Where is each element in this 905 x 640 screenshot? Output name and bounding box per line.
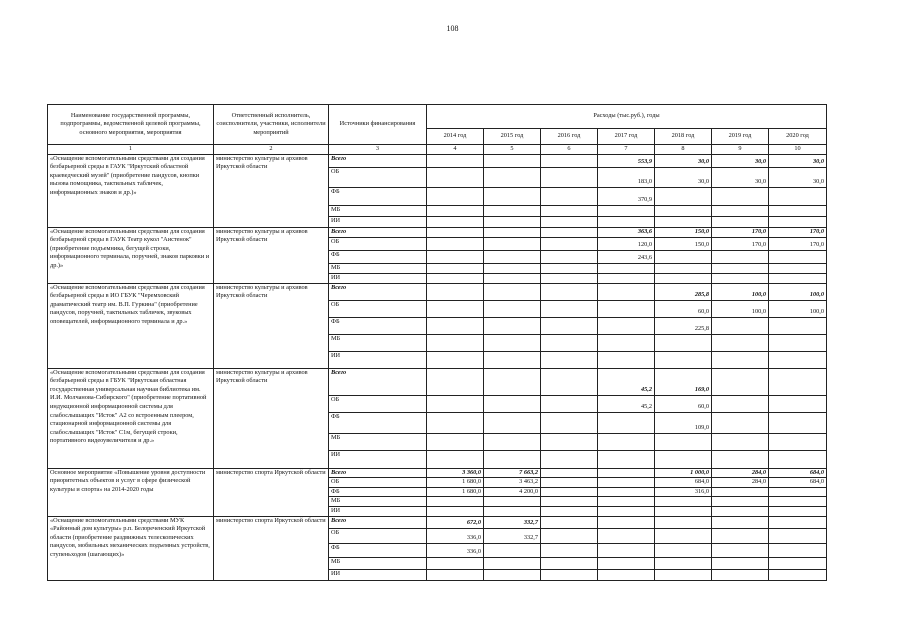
amount-cell [427, 283, 484, 300]
amount-cell [655, 506, 712, 516]
header-year: 2020 год [769, 129, 827, 145]
amount-cell: 100,0 [769, 283, 827, 300]
amount-cell: 284,0 [712, 478, 769, 488]
amount-cell [712, 487, 769, 497]
amount-cell: 553,9 [598, 154, 655, 167]
measure-name: «Оснащение вспомогательными средствами для создания безбарьерной среды в ГБУК "Иркутская областная государственная универсальная научная библиотека им. И.И. Молчанова-Сибирского" (приобретение портативной индукционной информационной системы для слабослышащих "Исток" А2 со встроенным плеером, стационарной информационной системы для слабослышащих "Исток" С1м, бегущей строки, портативного видеоувеличителя и др.» [48, 368, 214, 468]
funding-source: Всего [329, 154, 427, 167]
amount-cell [427, 368, 484, 395]
amount-cell [541, 283, 598, 300]
funding-source: ФБ [329, 487, 427, 497]
amount-cell [484, 263, 541, 273]
header-year: 2014 год [427, 129, 484, 145]
amount-cell [769, 569, 827, 580]
amount-cell: 363,6 [598, 227, 655, 237]
funding-source: ИИ [329, 450, 427, 468]
amount-cell [598, 569, 655, 580]
amount-cell [655, 543, 712, 557]
amount-cell [484, 216, 541, 227]
measure-name: Основное мероприятие «Повышение уровня доступности приоритетных объектов и услуг в сфере физической культуры и спорта» на 2014-2020 годы [48, 468, 214, 516]
funding-source: Всего [329, 468, 427, 478]
amount-cell [712, 506, 769, 516]
funding-source: Всего [329, 227, 427, 237]
amount-cell: 100,0 [712, 283, 769, 300]
amount-cell [541, 334, 598, 351]
amount-cell [427, 205, 484, 216]
amount-cell [541, 543, 598, 557]
measure-executor: министерство культуры и архивов Иркутской области [214, 227, 329, 283]
funding-source: ФБ [329, 412, 427, 433]
amount-cell [598, 478, 655, 488]
amount-cell [484, 334, 541, 351]
amount-cell [655, 187, 712, 205]
table-row [48, 283, 827, 300]
amount-cell [484, 317, 541, 334]
amount-cell [484, 300, 541, 317]
measure-executor: министерство культуры и архивов Иркутской области [214, 368, 329, 468]
funding-source: МБ [329, 557, 427, 569]
amount-cell: 7 663,2 [484, 468, 541, 478]
header-year: 2018 год [655, 129, 712, 145]
amount-cell: 316,0 [655, 487, 712, 497]
budget-table [47, 104, 827, 581]
amount-cell [712, 543, 769, 557]
amount-cell [427, 334, 484, 351]
amount-cell [484, 227, 541, 237]
amount-cell [769, 395, 827, 412]
page-number: 108 [446, 24, 459, 33]
amount-cell [712, 395, 769, 412]
amount-cell [769, 250, 827, 263]
column-number: 2 [214, 145, 329, 155]
funding-source: ИИ [329, 506, 427, 516]
amount-cell [427, 167, 484, 187]
amount-cell [484, 250, 541, 263]
amount-cell [484, 154, 541, 167]
amount-cell [484, 450, 541, 468]
amount-cell [427, 237, 484, 250]
amount-cell: 30,0 [655, 167, 712, 187]
measure-name: «Оснащение вспомогательными средствами для создания безбарьерной среды в ГАУК Театр кукол "Аистенок"(приобретение подъемника, бегущей строки, информационного терминала, поручней, знаков парковки и др.)» [48, 227, 214, 283]
column-number: 1 [48, 145, 214, 155]
amount-cell [484, 433, 541, 450]
amount-cell [598, 450, 655, 468]
measure-executor: министерство культуры и архивов Иркутской области [214, 283, 329, 368]
funding-source: Всего [329, 516, 427, 528]
amount-cell: 672,0 [427, 516, 484, 528]
amount-cell [655, 557, 712, 569]
amount-cell [655, 433, 712, 450]
amount-cell: 336,0 [427, 543, 484, 557]
amount-cell [484, 167, 541, 187]
amount-cell: 284,0 [712, 468, 769, 478]
amount-cell [427, 187, 484, 205]
table-row [48, 154, 827, 167]
amount-cell [655, 334, 712, 351]
amount-cell [769, 351, 827, 368]
amount-cell [712, 433, 769, 450]
amount-cell [598, 273, 655, 283]
amount-cell [541, 273, 598, 283]
amount-cell [598, 351, 655, 368]
amount-cell [427, 263, 484, 273]
amount-cell [541, 351, 598, 368]
column-number: 3 [329, 145, 427, 155]
amount-cell [427, 227, 484, 237]
funding-source: ИИ [329, 351, 427, 368]
amount-cell [769, 528, 827, 543]
amount-cell [541, 227, 598, 237]
amount-cell [427, 317, 484, 334]
amount-cell [712, 263, 769, 273]
amount-cell: 30,0 [712, 154, 769, 167]
amount-cell [598, 487, 655, 497]
amount-cell [655, 497, 712, 507]
funding-source: Всего [329, 283, 427, 300]
amount-cell [655, 216, 712, 227]
funding-source: МБ [329, 497, 427, 507]
amount-cell: 109,0 [655, 412, 712, 433]
funding-source: ФБ [329, 187, 427, 205]
amount-cell [712, 216, 769, 227]
measure-executor: министерство спорта Иркутской области [214, 468, 329, 516]
amount-cell [598, 516, 655, 528]
amount-cell [541, 187, 598, 205]
amount-cell [712, 557, 769, 569]
amount-cell [712, 368, 769, 395]
table-row [48, 516, 827, 528]
amount-cell [541, 412, 598, 433]
funding-source: ОБ [329, 167, 427, 187]
funding-source: МБ [329, 205, 427, 216]
amount-cell: 30,0 [712, 167, 769, 187]
amount-cell [598, 412, 655, 433]
amount-cell: 170,0 [769, 227, 827, 237]
amount-cell: 332,7 [484, 528, 541, 543]
column-number: 5 [484, 145, 541, 155]
amount-cell [484, 283, 541, 300]
amount-cell [541, 487, 598, 497]
amount-cell: 170,0 [769, 237, 827, 250]
amount-cell [769, 497, 827, 507]
amount-cell: 45,2 [598, 395, 655, 412]
amount-cell [541, 167, 598, 187]
amount-cell [712, 205, 769, 216]
amount-cell: 60,0 [655, 395, 712, 412]
funding-source: ИИ [329, 216, 427, 227]
amount-cell [598, 283, 655, 300]
table-row [48, 227, 827, 237]
amount-cell: 60,0 [655, 300, 712, 317]
column-number-row [48, 145, 827, 155]
amount-cell [598, 263, 655, 273]
amount-cell: 1 000,0 [655, 468, 712, 478]
column-number: 4 [427, 145, 484, 155]
column-number: 7 [598, 145, 655, 155]
amount-cell [712, 569, 769, 580]
amount-cell [712, 334, 769, 351]
amount-cell [541, 450, 598, 468]
measure-name: «Оснащение вспомогательными средствами для создания безбарьерной среды в ИО ГБУК "Черемховский драматический театр им. В.П. Гуркина" (приобретение пандусов, поручней, тактильных табличек, звуковых оповещателей, информационного терминала и др.» [48, 283, 214, 368]
amount-cell: 332,7 [484, 516, 541, 528]
amount-cell: 243,6 [598, 250, 655, 263]
measure-executor: министерство культуры и архивов Иркутской области [214, 154, 329, 227]
amount-cell [769, 187, 827, 205]
amount-cell [598, 543, 655, 557]
amount-cell [484, 497, 541, 507]
amount-cell: 336,0 [427, 528, 484, 543]
amount-cell [541, 528, 598, 543]
amount-cell [598, 334, 655, 351]
amount-cell [427, 300, 484, 317]
measure-name: «Оснащение вспомогательными средствами для создания безбарьерной среды в ГАУК "Иркутский областной краеведческий музей" (приобретение пандусов, кнопки вызова помощника, тактильных табличек, информационных знаков и др.)» [48, 154, 214, 227]
amount-cell [484, 351, 541, 368]
amount-cell: 183,0 [598, 167, 655, 187]
measure-name: «Оснащение вспомогательными средствами МУК «Районный дом культуры» р.п. Белореченский Иркутской области (приобретение раздвижных телескопических пандусов, мобильных механических подъемных устройств, ступеньходов (шагающих)» [48, 516, 214, 580]
amount-cell: 30,0 [769, 154, 827, 167]
funding-source: ФБ [329, 317, 427, 334]
amount-cell [427, 506, 484, 516]
header-year: 2017 год [598, 129, 655, 145]
amount-cell [541, 300, 598, 317]
funding-source: ОБ [329, 300, 427, 317]
amount-cell: 1 680,0 [427, 487, 484, 497]
funding-source: Всего [329, 368, 427, 395]
amount-cell [427, 569, 484, 580]
amount-cell [598, 468, 655, 478]
amount-cell: 4 200,0 [484, 487, 541, 497]
amount-cell [484, 506, 541, 516]
amount-cell [598, 557, 655, 569]
column-number: 8 [655, 145, 712, 155]
amount-cell [769, 368, 827, 395]
amount-cell [541, 497, 598, 507]
funding-source: ОБ [329, 478, 427, 488]
funding-source: МБ [329, 263, 427, 273]
amount-cell [712, 412, 769, 433]
amount-cell [598, 317, 655, 334]
amount-cell [769, 263, 827, 273]
amount-cell [769, 412, 827, 433]
amount-cell [712, 250, 769, 263]
amount-cell [541, 478, 598, 488]
amount-cell [598, 497, 655, 507]
amount-cell [484, 368, 541, 395]
funding-source: МБ [329, 433, 427, 450]
funding-source: ФБ [329, 543, 427, 557]
header-program-name: Наименование государственной программы, подпрограммы, ведомственной целевой программы, основного мероприятия, мероприятия [48, 105, 214, 145]
amount-cell: 370,9 [598, 187, 655, 205]
amount-cell [655, 205, 712, 216]
amount-cell [427, 557, 484, 569]
amount-cell: 225,8 [655, 317, 712, 334]
amount-cell: 285,8 [655, 283, 712, 300]
amount-cell [655, 273, 712, 283]
amount-cell [712, 351, 769, 368]
amount-cell: 684,0 [655, 478, 712, 488]
amount-cell [541, 237, 598, 250]
amount-cell [769, 543, 827, 557]
amount-cell: 3 463,2 [484, 478, 541, 488]
amount-cell: 169,0 [655, 368, 712, 395]
amount-cell [541, 569, 598, 580]
amount-cell [598, 528, 655, 543]
funding-source: МБ [329, 334, 427, 351]
amount-cell [427, 250, 484, 263]
amount-cell: 150,0 [655, 237, 712, 250]
amount-cell [655, 450, 712, 468]
column-number: 10 [769, 145, 827, 155]
amount-cell [427, 412, 484, 433]
amount-cell [598, 506, 655, 516]
measure-executor: министерство спорта Иркутской области [214, 516, 329, 580]
amount-cell [427, 216, 484, 227]
amount-cell [769, 334, 827, 351]
amount-cell [655, 516, 712, 528]
amount-cell [484, 237, 541, 250]
amount-cell: 170,0 [712, 237, 769, 250]
amount-cell: 3 360,0 [427, 468, 484, 478]
amount-cell [712, 497, 769, 507]
amount-cell: 150,0 [655, 227, 712, 237]
amount-cell [712, 516, 769, 528]
amount-cell [769, 433, 827, 450]
amount-cell: 684,0 [769, 478, 827, 488]
amount-cell: 120,0 [598, 237, 655, 250]
amount-cell [655, 263, 712, 273]
amount-cell [541, 506, 598, 516]
header-executor: Ответственный исполнитель, соисполнители, участники, исполнители мероприятий [214, 105, 329, 145]
amount-cell [484, 543, 541, 557]
header-year: 2019 год [712, 129, 769, 145]
table-row [48, 368, 827, 395]
amount-cell [427, 433, 484, 450]
amount-cell [484, 205, 541, 216]
column-number: 6 [541, 145, 598, 155]
amount-cell [655, 250, 712, 263]
amount-cell [484, 569, 541, 580]
amount-cell [484, 187, 541, 205]
amount-cell [712, 273, 769, 283]
amount-cell [484, 273, 541, 283]
amount-cell [769, 557, 827, 569]
funding-source: ИИ [329, 569, 427, 580]
amount-cell [598, 205, 655, 216]
amount-cell [769, 216, 827, 227]
amount-cell [541, 154, 598, 167]
funding-source: ОБ [329, 237, 427, 250]
amount-cell [712, 317, 769, 334]
amount-cell [541, 395, 598, 412]
amount-cell [427, 395, 484, 412]
amount-cell [484, 395, 541, 412]
funding-source: ОБ [329, 528, 427, 543]
amount-cell [541, 216, 598, 227]
amount-cell [484, 557, 541, 569]
header-year: 2016 год [541, 129, 598, 145]
amount-cell [541, 250, 598, 263]
amount-cell [541, 368, 598, 395]
header-expenses: Расходы (тыс.руб.), годы [427, 105, 827, 129]
amount-cell [655, 528, 712, 543]
amount-cell [769, 506, 827, 516]
amount-cell [598, 216, 655, 227]
amount-cell: 170,0 [712, 227, 769, 237]
amount-cell: 684,0 [769, 468, 827, 478]
amount-cell: 30,0 [769, 167, 827, 187]
amount-cell [427, 351, 484, 368]
funding-source: ФБ [329, 250, 427, 263]
header-source: Источники финансирования [329, 105, 427, 145]
amount-cell [541, 205, 598, 216]
amount-cell [541, 263, 598, 273]
amount-cell [427, 154, 484, 167]
header-year: 2015 год [484, 129, 541, 145]
amount-cell [541, 557, 598, 569]
amount-cell: 30,0 [655, 154, 712, 167]
amount-cell [427, 497, 484, 507]
column-number: 9 [712, 145, 769, 155]
amount-cell [598, 300, 655, 317]
amount-cell [655, 569, 712, 580]
amount-cell [427, 450, 484, 468]
amount-cell: 100,0 [769, 300, 827, 317]
funding-source: ОБ [329, 395, 427, 412]
amount-cell [769, 516, 827, 528]
funding-source: ИИ [329, 273, 427, 283]
amount-cell [712, 187, 769, 205]
amount-cell: 45,2 [598, 368, 655, 395]
amount-cell [769, 273, 827, 283]
amount-cell [769, 317, 827, 334]
amount-cell: 100,0 [712, 300, 769, 317]
amount-cell [769, 205, 827, 216]
amount-cell [541, 516, 598, 528]
amount-cell [712, 450, 769, 468]
amount-cell [655, 351, 712, 368]
amount-cell [598, 433, 655, 450]
amount-cell [427, 273, 484, 283]
amount-cell [541, 433, 598, 450]
amount-cell [541, 468, 598, 478]
amount-cell [541, 317, 598, 334]
table-row [48, 468, 827, 478]
amount-cell [484, 412, 541, 433]
amount-cell [712, 528, 769, 543]
amount-cell [769, 487, 827, 497]
amount-cell [769, 450, 827, 468]
amount-cell: 1 680,0 [427, 478, 484, 488]
